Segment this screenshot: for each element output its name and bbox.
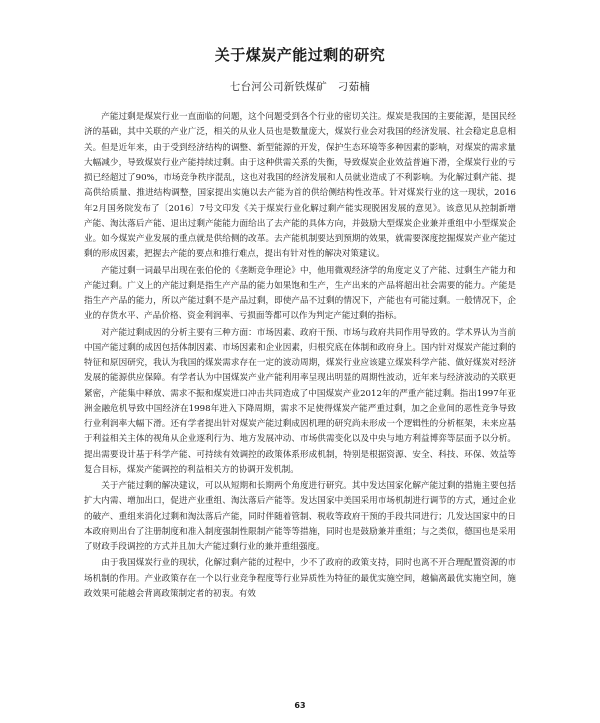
page-number: 63 <box>294 701 306 710</box>
article-body <box>84 110 516 692</box>
paragraph: 对产能过剩成因的分析主要有三种方面：市场因素、政府干预、市场与政府共同作用导致的。学术界认为当前中国产能过剩的成因包括体制因素、市场因素和企业因素，归根究底在体制和政府身上。国内针对煤炭产能过剩的特征和原因研究，我认为我国的煤炭需求存在一定的波动周期，煤炭行业应该建立煤炭科学产能、做好煤炭对经济发展的能源供应保障。有学者认为中国煤炭产业产能利用率呈现出明显的周期性波动，近年来与经济波动的关联更紧密，产能集中释放、需求不振和煤炭进口冲击共同造成了中国煤炭产业2012年的严重产能过剩。指出1997年亚洲金融危机导致中国经济在1998年进入下降周期，需求不足使得煤炭产能严重过剩，加之企业间的恶性竞争导致行业利润率大幅下滑。还有学者提出针对煤炭产能过剩成因机理的研究尚未形成一个逻辑性的分析框架，未来应基于利益相关主体的视角从企业逐利行为、地方发展冲动、市场供需变化以及中央与地方利益博弈等层面予以分析。提出需要设计基于科学产能、可持续有效调控的政策体系形成机制，特别是根据资源、安全、科技、环保、效益等复合目标，煤炭产能调控的利益相关方的协调开发机制。 <box>84 327 516 475</box>
article-author: 七台河公司新铁煤矿 刁茹楠 <box>229 81 371 93</box>
paragraph: 由于我国煤炭行业的现状，化解过剩产能的过程中，少不了政府的政策支持，同时也离不开合理配置资源的市场机制的作用。产业政策存在一个以行业竞争程度等行业异质性为特征的最优实施空间，越偏离最优实施空间，施政效果可能越会背离政策制定者的初衷。有效 <box>84 558 516 599</box>
paragraph: 关于产能过剩的解决建议，可以从短期和长期两个角度进行研究。其中发达国家化解产能过剩的措施主要包括扩大内需、增加出口，促进产业重组、淘汰落后产能等。发达国家中美国采用市场机制进行调节的方式，通过企业的破产、重组来消化过剩和淘汰落后产能，同时伴随着管制、税收等政府干预的手段共同进行；几发达国家中的日本政府则出台了注册制度和准入制度强制性限制产能等等措施，同时也是鼓励兼并重组；与之类似，德国也是采用了财政手段调控的方式并且加大产能过剩行业的兼并重组强度。 <box>84 481 516 552</box>
article-title: 关于煤炭产能过剩的研究 <box>214 46 386 64</box>
paragraph: 产能过剩是煤炭行业一直面临的问题，这个问题受到各个行业的密切关注。煤炭是我国的主要能源，是国民经济的基础，其中关联的产业广泛，相关的从业人员也是数量庞大，煤炭行业会对我国的经济发展、社会稳定息息相关。但是近年来，由于受到经济结构的调整、新型能源的开发，保护生态环境等多种因素的影响，对煤炭的需求量大幅减少，导致煤炭行业产能持续过剩。由于这种供需关系的失衡，导致煤炭企业效益普遍下滑，全煤炭行业的亏损已经超过了90%，市场竞争秩序混乱，这也对我国的经济发展和人员就业造成了不利影响。为化解过剩产能、提高供给质量、推进结构调整，国家提出实施以去产能为首的供给侧结构性改革。针对煤炭行业的这一现状，2016年2月国务院发布了〔2016〕7号文印发《关于煤炭行业化解过剩产能实现脱困发展的意见》。该意见从控制新增产能、淘汰落后产能、退出过剩产能能力面给出了去产能的具体方向，并鼓励大型煤炭企业兼并重组中小型煤炭企业。如今煤炭产业发展的重点就是供给侧的改革。去产能机制要达到预期的效果，就需要深度挖掘煤炭产业产能过剩的形成因素，把握去产能的要点和推行难点，提出有针对性的解决对策建议。 <box>84 112 516 260</box>
paragraph: 产能过剩一词最早出现在张伯伦的《垄断竞争理论》中，他用微观经济学的角度定义了产能、过剩生产能力和产能过剩。广义上的产能过剩是指生产产品的能力如果饱和生产，生产出来的产品将超出社会需要的能力。产能是指生产产品的能力，所以产能过剩不是产品过剩，即使产品不过剩的情况下，产能也有可能过剩。一般情况下，企业的存货水平、产品价格、资金利润率、亏损面等都可以作为判定产能过剩的指标。 <box>84 265 516 322</box>
